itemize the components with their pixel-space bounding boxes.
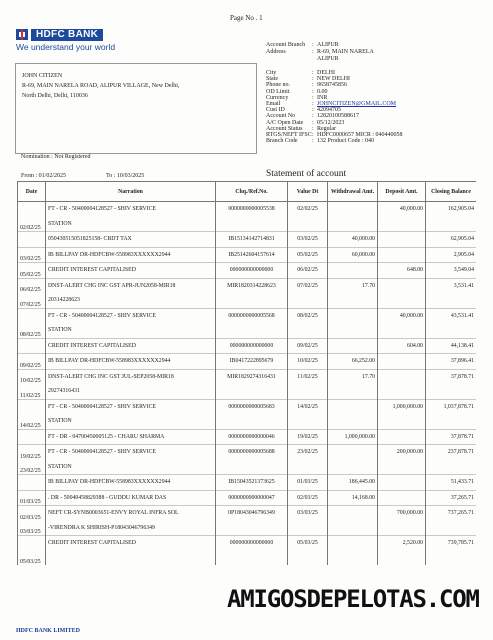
txn-date [18,232,46,248]
txn-ref [216,293,288,308]
txn-narration [46,551,216,566]
txn-value-date: 06/02/25 [288,263,328,279]
txn-ref: 0000000000005568 [216,308,288,323]
txn-deposit: 40,000.00 [378,308,426,323]
txn-ref: 000000000000000 [216,536,288,551]
txn-withdrawal [328,202,378,217]
table-row [18,247,477,263]
bank-logo [16,28,134,54]
txn-value-date [288,323,328,338]
branch-detail-row [266,42,374,49]
table-row [18,506,477,521]
account-info-key: Account Status [266,125,303,132]
txn-narration: STATION [46,414,216,429]
txn-date: 07/02/25 [18,293,46,308]
account-info [266,70,403,144]
txn-balance: 37,265.71 [426,490,477,506]
account-info-key: Email [266,101,281,108]
txn-value-date: 23/02/25 [288,445,328,460]
txn-ref [216,384,288,399]
txn-balance [426,384,477,399]
txn-balance: 44,138.41 [426,338,477,354]
nomination-status: Nomination : Not Registered [21,154,91,160]
txn-balance: 62,905.04 [426,232,477,248]
txn-date: 11/02/25 [18,384,46,399]
branch-detail-value: R-69, MAIN NARELA [317,49,374,55]
txn-withdrawal: 1,000,000.00 [328,429,378,445]
txn-deposit [378,414,426,429]
txn-withdrawal: 14,168.00 [328,490,378,506]
txn-value-date: 19/02/25 [288,429,328,445]
txn-date [18,536,46,551]
txn-deposit [378,551,426,566]
txn-date [18,399,46,414]
txn-balance: 2,905.04 [426,247,477,263]
account-info-value: 42094705 [317,107,341,114]
txn-date: 09/02/25 [18,354,46,370]
branch-detail-row [266,49,374,56]
account-info-key: State [266,76,278,83]
txn-withdrawal [328,399,378,414]
txn-deposit [378,490,426,506]
txn-deposit: 700,000.00 [378,506,426,521]
txn-date [18,475,46,491]
txn-date: 03/02/25 [18,247,46,263]
txn-value-date [288,293,328,308]
table-row [18,414,477,429]
account-info-key: A/C Open Date [266,119,304,126]
customer-address-line2: North Delhi, Delhi, 110036 [22,93,88,99]
colon: : [312,107,314,114]
txn-date: 06/02/25 [18,278,46,293]
branch-detail-key: Address [266,49,286,55]
account-info-value: 9658745856 [317,82,347,89]
txn-deposit [378,384,426,399]
txn-narration: IB BILLPAY DR-HDFCBW-558983XXXXXX2944 [46,475,216,491]
txn-value-date [288,217,328,232]
txn-narration: FT - CR - 50400004128527 - SHIV SERVICE [46,399,216,414]
txn-date: 23/02/25 [18,460,46,475]
account-info-key: Branch Code [266,138,298,145]
txn-withdrawal [328,338,378,354]
txn-deposit [378,460,426,475]
txn-ref: 0P18043046796349 [216,506,288,521]
colon: : [312,94,314,101]
txn-withdrawal: 17.70 [328,369,378,384]
colon: : [312,76,314,83]
txn-balance [426,217,477,232]
txn-date: 14/02/25 [18,414,46,429]
txn-withdrawal: 40,000.00 [328,232,378,248]
colon: : [312,70,314,76]
txn-value-date [288,384,328,399]
txn-balance: 1,037,878.71 [426,399,477,414]
txn-withdrawal [328,460,378,475]
txn-deposit [378,429,426,445]
txn-value-date: 01/03/25 [288,475,328,491]
txn-value-date [288,414,328,429]
table-row [18,338,477,354]
txn-withdrawal [328,217,378,232]
branch-details [266,42,374,63]
account-info-row [266,138,403,144]
col-ref: Chq./Ref.No. [216,182,288,202]
txn-withdrawal: 17.70 [328,278,378,293]
txn-narration: IB BILLPAY DR-HDFCBW-558983XXXXXX2944 [46,247,216,263]
txn-date: 05/03/25 [18,551,46,566]
transactions-table-container [17,181,476,601]
page-number: Page No . 1 [230,14,263,22]
table-row [18,354,477,370]
txn-deposit: 200,000.00 [378,445,426,460]
txn-deposit: 648.00 [378,263,426,279]
txn-ref [216,551,288,566]
txn-balance [426,323,477,338]
txn-value-date: 02/02/25 [288,202,328,217]
txn-deposit: 40,000.00 [378,202,426,217]
account-info-key: OD Limit [266,88,290,95]
table-row [18,384,477,399]
table-row [18,399,477,414]
txn-date: 02/03/25 [18,506,46,521]
colon: : [312,125,314,132]
txn-value-date: 08/02/25 [288,308,328,323]
account-info-key: Currency [266,94,289,101]
txn-deposit: 604.00 [378,338,426,354]
txn-withdrawal [328,551,378,566]
table-row [18,536,477,551]
txn-value-date: 02/03/25 [288,490,328,506]
table-row [18,445,477,460]
txn-balance: 37,878.71 [426,429,477,445]
col-narration: Narration [46,182,216,202]
txn-balance [426,521,477,536]
txn-value-date: 10/02/25 [288,354,328,370]
table-row [18,278,477,293]
txn-date [18,429,46,445]
txn-value-date: 05/02/25 [288,247,328,263]
account-info-key: Cust ID [266,107,285,114]
txn-date: 10/02/25 [18,369,46,384]
customer-details [22,71,179,101]
table-row [18,263,477,279]
table-row [18,293,477,308]
txn-withdrawal [328,414,378,429]
table-row [18,232,477,248]
txn-date [18,338,46,354]
transactions-table [17,181,476,565]
branch-detail-value: ALIPUR [317,42,339,48]
txn-withdrawal [328,536,378,551]
txn-deposit [378,247,426,263]
txn-value-date: 11/02/25 [288,369,328,384]
txn-narration: STATION [46,323,216,338]
table-row [18,490,477,506]
txn-balance: 162,905.04 [426,202,477,217]
txn-narration: CREDIT INTEREST CAPITALISED [46,536,216,551]
account-info-key: Account No [266,113,296,120]
table-row [18,475,477,491]
txn-balance [426,551,477,566]
txn-deposit [378,232,426,248]
txn-deposit [378,475,426,491]
txn-balance [426,460,477,475]
txn-balance: 43,531.41 [426,308,477,323]
txn-ref: IB15134142714831 [216,232,288,248]
txn-balance: 237,878.71 [426,445,477,460]
txn-withdrawal: 186,445.00 [328,475,378,491]
txn-ref: 0000000000005683 [216,399,288,414]
colon: : [312,42,314,48]
colon: : [312,49,314,55]
account-info-key: RTGS/NEFT IFSC [266,132,312,139]
account-info-value: 132 Product Code : 040 [317,138,374,145]
to-date: To : 10/03/2025 [106,173,145,179]
col-date: Date [18,182,46,202]
col-deposit: Deposit Amt. [378,182,426,202]
table-row [18,429,477,445]
txn-narration: FT - CR - 50400004128527 - SHIV SERVICE [46,308,216,323]
statement-period [21,173,184,179]
table-row [18,551,477,566]
txn-balance: 737,265.71 [426,506,477,521]
branch-detail-row [266,56,374,63]
colon: : [312,101,314,108]
txn-date [18,202,46,217]
col-balance: Closing Balance [426,182,477,202]
txn-balance [426,414,477,429]
txn-withdrawal [328,521,378,536]
txn-withdrawal [328,384,378,399]
txn-ref: IB25142604157614 [216,247,288,263]
logo-tagline: We understand your world [16,42,116,52]
txn-narration: 20314228623 [46,293,216,308]
branch-detail-key [266,56,312,63]
txn-withdrawal [328,308,378,323]
txn-narration: -VIRENDRA K SHIRISH-P18043046796349 [46,521,216,536]
table-header-row [18,182,477,202]
txn-ref: 0000000000000047 [216,490,288,506]
txn-narration: 29274316431 [46,384,216,399]
account-info-value: Regular [317,125,336,132]
account-info-key: Phone no. [266,82,290,89]
txn-balance: 37,896.41 [426,354,477,370]
table-row [18,521,477,536]
table-row [18,217,477,232]
txn-deposit [378,369,426,384]
txn-date: 19/02/25 [18,445,46,460]
txn-ref [216,521,288,536]
txn-withdrawal [328,445,378,460]
txn-deposit [378,278,426,293]
txn-withdrawal [328,323,378,338]
txn-date: 08/02/25 [18,323,46,338]
colon: : [312,132,314,139]
txn-narration: FT - CR - 50400004128527 - SHIV SERVICE [46,445,216,460]
footer-bank-name: HDFC BANK LIMITED [16,628,81,634]
account-info-value: 12820100588617 [317,113,359,120]
txn-date: 01/03/25 [18,490,46,506]
branch-detail-value: ALIPUR [317,56,339,62]
txn-value-date: 09/02/25 [288,338,328,354]
txn-value-date [288,521,328,536]
txn-ref: MIR1820314228623 [216,278,288,293]
txn-balance: 3,549.04 [426,263,477,279]
txn-narration: CREDIT INTEREST CAPITALISED [46,263,216,279]
txn-value-date: 07/02/25 [288,278,328,293]
customer-name: JOHN CITIZEN [22,73,63,79]
txn-narration: FT - CR - 50400004128527 - SHIV SERVICE [46,202,216,217]
txn-deposit [378,293,426,308]
txn-ref: IB0417222895679 [216,354,288,370]
colon: : [312,113,314,120]
txn-ref: 0000000000005538 [216,202,288,217]
customer-address-line1: R-69, MAIN NARELA ROAD, ALIPUR VILLAGE, New Delhi, [22,83,180,89]
txn-deposit [378,323,426,338]
colon: : [312,119,314,126]
email-link[interactable]: JOHNCITIZEN@GMAIL.COM [317,101,397,108]
txn-withdrawal: 60,000.00 [328,247,378,263]
txn-withdrawal: 66,252.00 [328,354,378,370]
txn-narration: CREDIT INTEREST CAPITALISED [46,338,216,354]
txn-narration: NEFT CR-SYNB0003651-ENVY ROYAL INFRA SOL [46,506,216,521]
txn-deposit [378,521,426,536]
logo-bank-name: HDFC BANK [31,29,103,41]
txn-value-date: 05/03/25 [288,536,328,551]
txn-narration: . DR - 50040458829388 - GUDDU KUMAR DAS [46,490,216,506]
txn-date: 03/03/25 [18,521,46,536]
txn-ref [216,323,288,338]
account-info-value: DELHI [317,70,335,76]
hdfc-logo-icon [16,29,28,40]
txn-value-date [288,551,328,566]
from-date: From : 01/02/2025 [21,173,67,179]
txn-ref: 0000000000005688 [216,445,288,460]
txn-withdrawal [328,293,378,308]
txn-balance: 51,433.71 [426,475,477,491]
colon: : [312,82,314,89]
txn-ref: 000000000000000 [216,263,288,279]
txn-deposit: 2,520.00 [378,536,426,551]
txn-deposit [378,354,426,370]
txn-value-date: 14/02/25 [288,399,328,414]
txn-date [18,308,46,323]
txn-narration: DNST-ALERT CHG INC GST APR-JUN2058-MIR18 [46,278,216,293]
txn-narration: DNST-ALERT CHG INC GST JUL-SEP2058-MIR18 [46,369,216,384]
txn-narration: STATION [46,460,216,475]
txn-ref [216,414,288,429]
txn-value-date: 03/02/25 [288,232,328,248]
colon: : [312,88,314,95]
txn-value-date [288,460,328,475]
txn-ref [216,460,288,475]
txn-deposit: 1,000,000.00 [378,399,426,414]
txn-withdrawal [328,263,378,279]
table-row [18,308,477,323]
txn-date: 02/02/25 [18,217,46,232]
txn-ref [216,217,288,232]
txn-date: 05/02/25 [18,263,46,279]
txn-narration: FT - DR - 04700450005125 - CHARU SHARMA [46,429,216,445]
account-info-value: 0.00 [317,88,328,95]
col-withdrawal: Withdrawal Amt. [328,182,378,202]
statement-title: Statement of account [266,169,347,179]
table-row [18,460,477,475]
txn-ref: 000000000000000 [216,338,288,354]
txn-balance: 3,531.41 [426,278,477,293]
txn-balance [426,293,477,308]
txn-deposit [378,217,426,232]
table-row [18,202,477,217]
colon: : [312,138,314,145]
txn-value-date: 03/03/25 [288,506,328,521]
account-info-value: INR [317,94,328,101]
account-info-value: NEW DELHI [317,76,351,83]
table-row [18,369,477,384]
account-info-value: 05/12/2023 [317,119,345,126]
branch-detail-key: Account Branch [266,42,306,48]
txn-ref: MIR1829274316431 [216,369,288,384]
table-row [18,323,477,338]
txn-withdrawal [328,506,378,521]
account-info-key: City [266,70,277,76]
txn-balance: 739,785.71 [426,536,477,551]
txn-narration: 050430515051825158- CBDT TAX [46,232,216,248]
txn-balance: 37,878.71 [426,369,477,384]
txn-narration: STATION [46,217,216,232]
account-info-value: HDFC0000657 MICR : 040440058 [317,132,403,139]
txn-narration: IB BILLPAY DR-HDFCBW-558983XXXXXX2944 [46,354,216,370]
watermark-text: AMIGOSDEPELOTAS.COM [227,585,479,613]
txn-ref: 0000000000000046 [216,429,288,445]
col-value-date: Value Dt [288,182,328,202]
txn-ref: IB15043521373625 [216,475,288,491]
